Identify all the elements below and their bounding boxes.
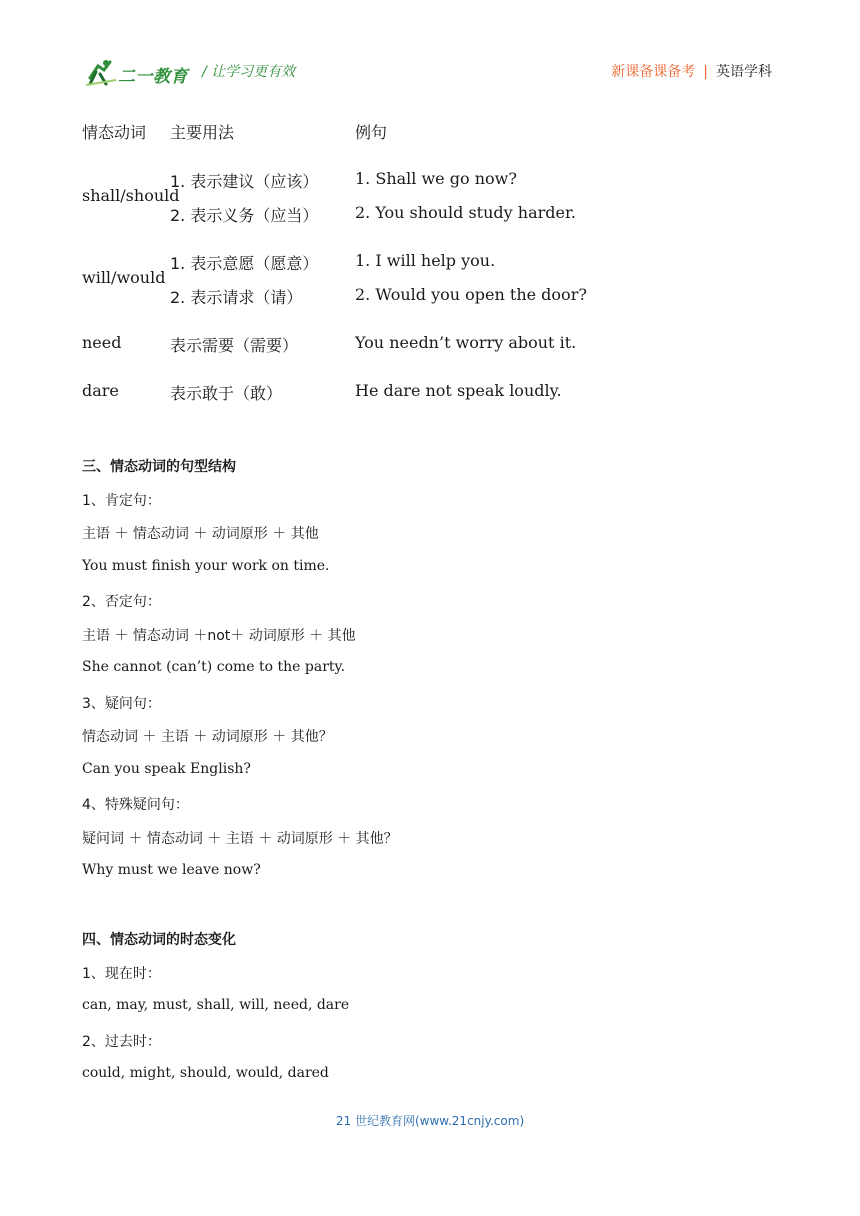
section-3-item-pattern: 情态动词 ＋ 主语 ＋ 动词原形 ＋ 其他？ [82, 729, 333, 745]
table-row-verb: dare [82, 381, 119, 400]
page-header [0, 0, 860, 100]
column-header-example: 例句 [355, 123, 388, 142]
table-row-usage: 2. 表示请求（请） [170, 288, 303, 307]
section-3-item-pattern: 主语 ＋ 情态动词 ＋ 动词原形 ＋ 其他 [82, 526, 319, 542]
table-row-usage: 1. 表示建议（应该） [170, 172, 319, 191]
table-row-verb: will/would [82, 268, 166, 287]
section-4-item-label: 2、过去时： [82, 1034, 161, 1050]
page-footer: 21 世纪教育网(www.21cnjy.com) [335, 1114, 525, 1128]
table-row-example: 2. You should study harder. [355, 203, 576, 222]
table-row-usage: 表示需要（需要） [170, 336, 299, 355]
section-3-item-pattern: 主语 ＋ 情态动词 ＋not＋ 动词原形 ＋ 其他 [82, 628, 356, 644]
slogan: / 让学习更有效 [202, 64, 296, 80]
table-row-usage: 2. 表示义务（应当） [170, 206, 319, 225]
section-3-item-example: You must finish your work on time. [82, 558, 330, 574]
table-row-verb: shall/should [82, 186, 180, 205]
column-header-verb: 情态动词 [82, 123, 147, 142]
subject-label: 英语学科 [716, 64, 772, 80]
section-3-title: 三、情态动词的句型结构 [82, 459, 236, 475]
course-label: 新课备课备考 [611, 64, 696, 80]
column-header-usage: 主要用法 [170, 123, 235, 142]
section-3-item-example: Can you speak English? [82, 761, 251, 777]
logo-text: 二一教育 [118, 67, 188, 87]
table-row-example: You needn’t worry about it. [355, 333, 577, 352]
table-row-example: 1. I will help you. [355, 251, 496, 270]
table-row-usage: 1. 表示意愿（愿意） [170, 254, 319, 273]
section-3-item-label: 2、否定句： [82, 594, 161, 610]
section-3-item-label: 3、疑问句： [82, 696, 161, 712]
header-right [611, 61, 772, 81]
table-row-usage: 表示敢于（敢） [170, 384, 283, 403]
section-4-item-value: could, might, should, would, dared [82, 1065, 329, 1081]
table-row-example: 1. Shall we go now? [355, 169, 517, 188]
section-3-item-label: 1、肯定句： [82, 493, 161, 509]
table-row-verb: need [82, 333, 122, 352]
section-4-title: 四、情态动词的时态变化 [82, 932, 236, 948]
section-3-item-pattern: 疑问词 ＋ 情态动词 ＋ 主语 ＋ 动词原形 ＋ 其他？ [82, 831, 398, 847]
header-separator: | [703, 64, 708, 80]
section-3-item-example: She cannot (can’t) come to the party. [82, 659, 346, 675]
section-4-item-value: can, may, must, shall, will, need, dare [82, 997, 350, 1013]
table-row-example: 2. Would you open the door? [355, 285, 587, 304]
table-row-example: He dare not speak loudly. [355, 381, 562, 400]
section-3-item-label: 4、特殊疑问句： [82, 797, 189, 813]
section-3-item-example: Why must we leave now? [82, 862, 261, 878]
section-4-item-label: 1、现在时： [82, 966, 161, 982]
